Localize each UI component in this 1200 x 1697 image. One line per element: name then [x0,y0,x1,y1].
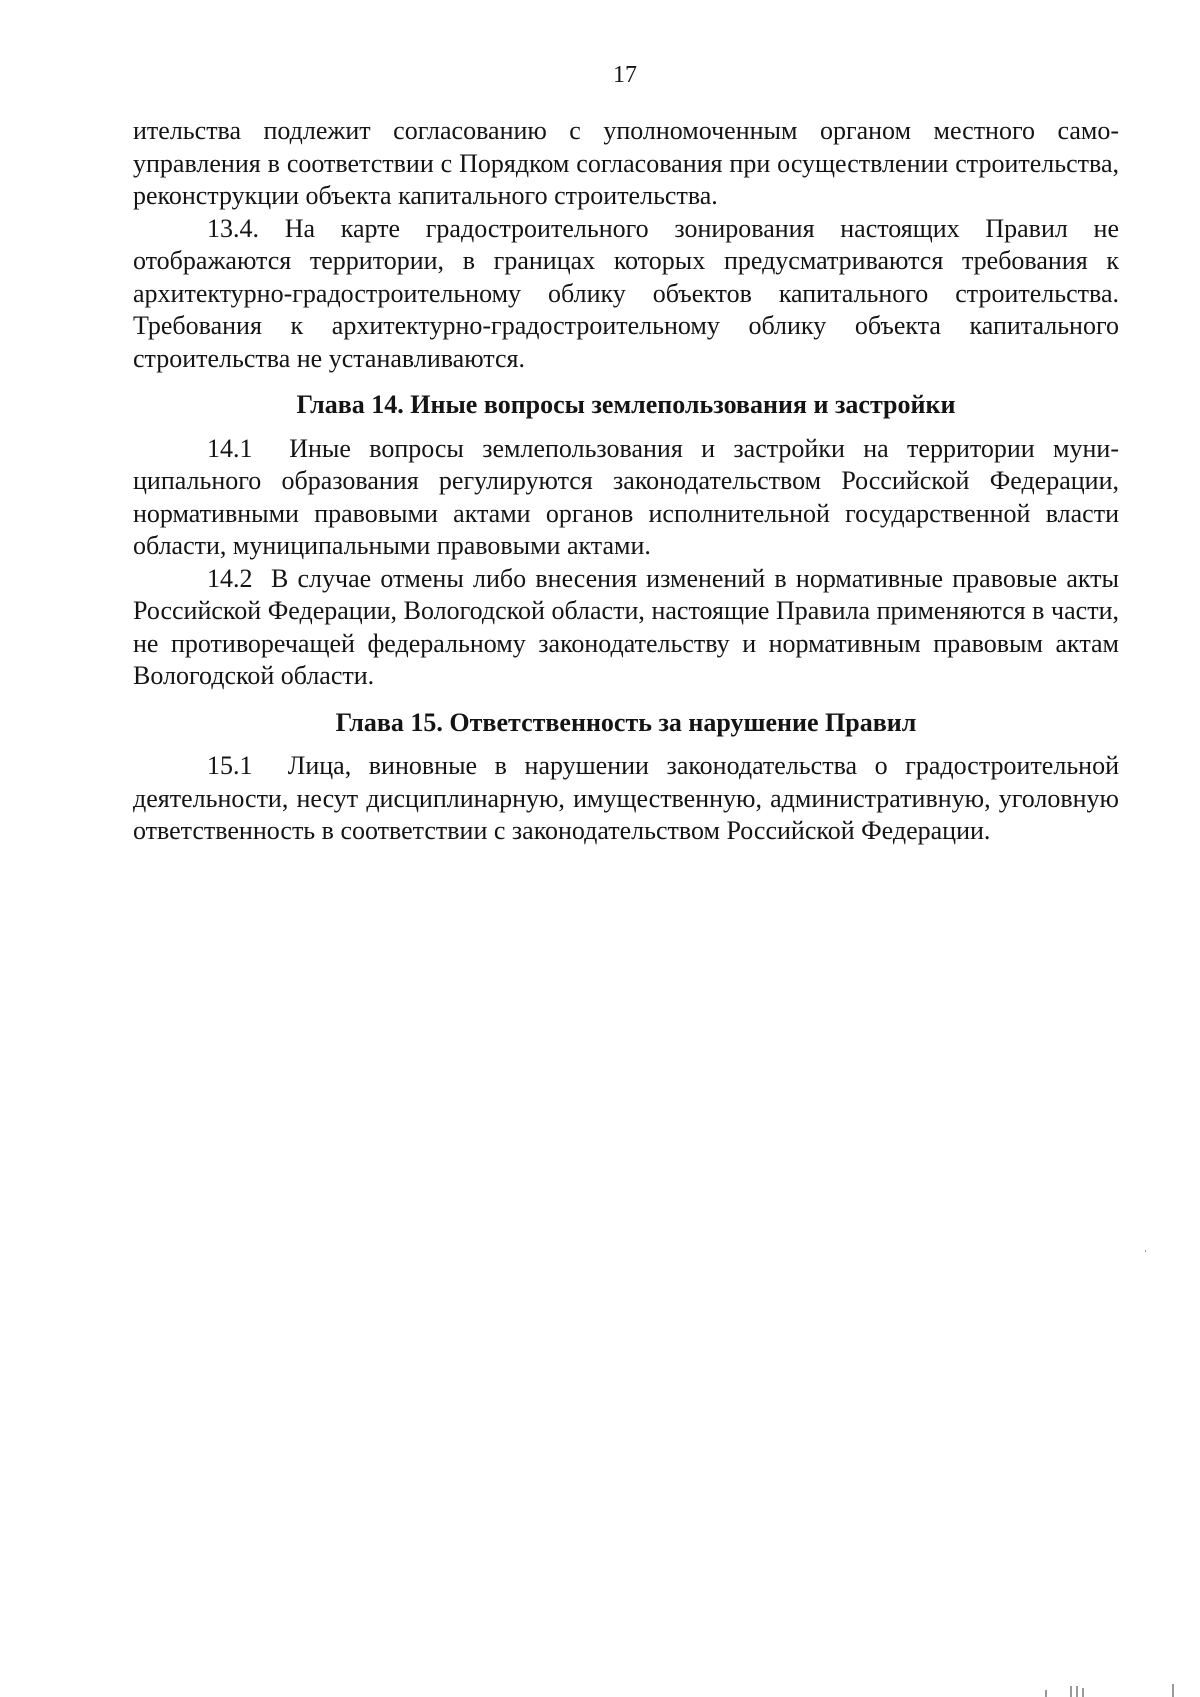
document-body [133,115,1119,848]
paragraph-number: 13.4. [207,213,259,243]
scan-artifact [1172,1684,1174,1697]
paragraph-number: 15.1 [207,751,253,780]
paragraph-text: В случае отмены либо внесения изменений в нормативные правовые акты Российской Федерации, Вологодской области, настоящие Правила применяются в части, не противоречащей федеральному законодательству и нормативным правовым актам Вологодской области. [133,563,1119,690]
chapter-15-heading: Глава 15. Ответственность за нарушение Правил [335,707,917,737]
paragraph-14-2 [133,563,1119,693]
chapter-14-heading: Глава 14. Иные вопросы землепользования и застройки [296,390,956,419]
scan-artifact [1082,1688,1084,1697]
scan-artifact [1045,1690,1047,1697]
scan-artifact [1070,1686,1072,1697]
paragraph-15-1 [133,750,1119,848]
paragraph-number: 14.1 [207,433,253,463]
paragraph-13-4 [133,213,1119,376]
paragraph-13-3-continuation: ительства подлежит согласованию с уполномоченным органом местного самоуправления в соответствии с Порядком согласования при осуществлении строительства, реконструкции объекта капитального строительства. [133,116,1119,210]
paragraph-text: На карте градостроительного зонирования настоящих Правил не отображаются территории, в границах которых предусматриваются требования к архитектурно-градостроительному облику объектов капитального строительства. Требования к архитектурно-градостроительному облику объекта капитального строительства не устанавливаются. [133,213,1119,373]
paragraph-text: Лица, виновные в нарушении законодательства о градостроительной деятельности, несут дисциплинарную, имущественную, административную, уголовную ответственность в соответствии с законодательством Российской Федерации. [133,751,1120,845]
scan-artifact [1145,1250,1146,1252]
paragraph-number: 14.2 [207,563,253,593]
page-number: 17 [613,62,637,88]
paragraph-text: Иные вопросы землепользования и застройки на территории муниципального образования регулируются законодательством Российской Федерации, нормативными правовыми актами органов исполнительной государственной власти области, муниципальными правовыми актами. [133,433,1119,560]
scan-artifact [1076,1686,1078,1697]
paragraph-14-1 [133,433,1119,563]
